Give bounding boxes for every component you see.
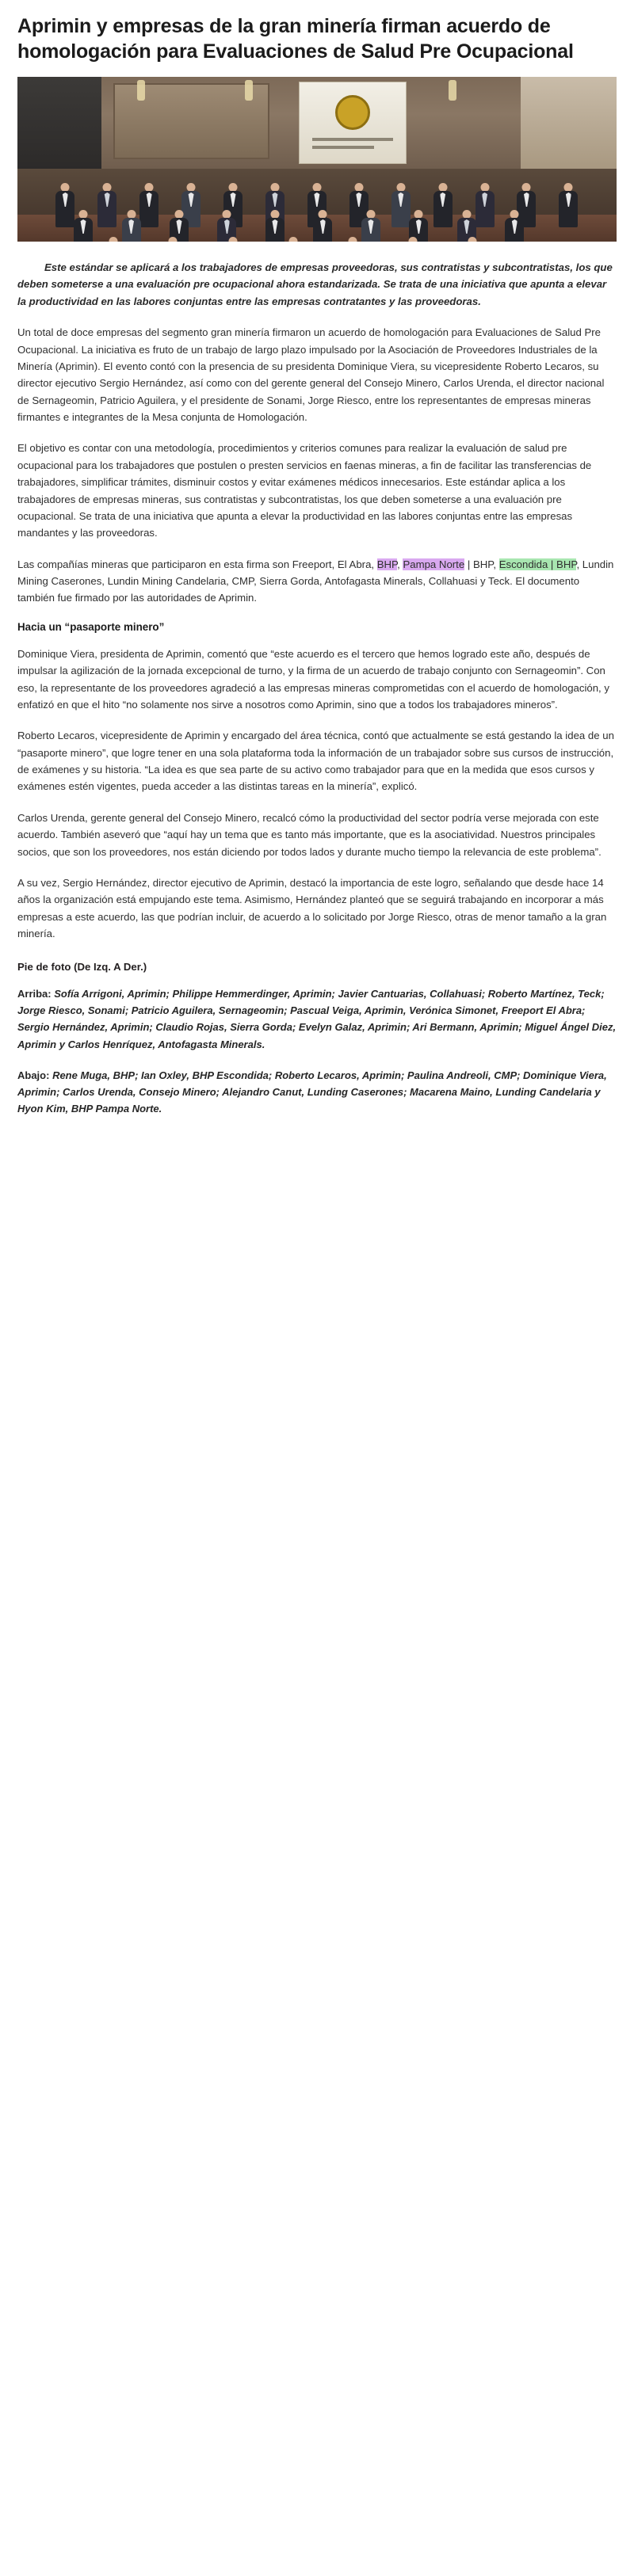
article-paragraph: El objetivo es contar con una metodología, procedimientos y criterios comunes para realizar la evaluación de salud pre ocupacional para los trabajadores que postulen o presten servicios en faenas mineras, a fin de facilitar las transferencias de trabajadores, simplificar trámites, disminuir costos y evitar exámenes médicos innecesarios. Este estándar aplica a los trabajadores de empresas mineras, sus contratistas y subcontratistas, los que deben someterse a una evaluación pre ocupacional. Se trata de una iniciativa que apunta a elevar la productividad en las labores conjuntas entre las empresas mandantes y las proveedoras. <box>17 442 592 539</box>
companies-text-before: Las compañías mineras que participaron en esta firma son Freeport, El Abra, <box>17 558 377 570</box>
credits-label-top: Arriba: <box>17 988 52 1000</box>
article-paragraph: Un total de doce empresas del segmento gran minería firmaron un acuerdo de homologación para Evaluaciones de Salud Pre Ocupacional. La iniciativa es fruto de un trabajo de largo plazo impulsado por la Asociación de Proveedores Industriales de la Minería (Aprimin). El evento contó con la presencia de su presidenta Dominique Viera, su vicepresidente Roberto Lecaros, su director ejecutivo Sergio Hernández, así como con del gerente general del Consejo Minero, Carlos Urenda, el director nacional de Sernageomin, Patricio Aguilera, y el presidente de Sonami, Jorge Riesco, entre los representantes de empresas mineras firmantes e integrantes de la Mesa conjunta de Homologación. <box>17 326 605 423</box>
photo-banner-logo <box>335 95 370 130</box>
credits-names-bottom: Rene Muga, BHP; Ian Oxley, BHP Escondida; Roberto Lecaros, Aprimin; Paulina Andreoli, CMP; Dominique Viera, Aprimin; Carlos Urenda, Consejo Minero; Alejandro Canut, Lunding Caserones; Macarena Maino, Lunding Candelaria y Hyon Kim, BHP Pampa Norte. <box>17 1069 607 1115</box>
article-lead: Este estándar se aplicará a los trabajadores de empresas proveedoras, sus contratistas y subcontratistas, los que deben someterse a una evaluación pre ocupacional ahora estandarizada. Se trata de una iniciativa que apunta a elevar la productividad en las labores conjuntas entre las empresas contratantes y las proveedoras. <box>17 261 613 307</box>
page-title: Aprimin y empresas de la gran minería firman acuerdo de homologación para Evaluaciones de Salud Pre Ocupacional <box>17 15 574 63</box>
credits-names-top: Sofía Arrigoni, Aprimin; Philippe Hemmerdinger, Aprimin; Javier Cantuarias, Collahuasi; Roberto Martínez, Teck; Jorge Riesco, Sonami; Patricio Aguilera, Sernageomin; Pascual Veiga, Aprimin, Verónica Simonet, Freeport El Abra; Sergio Hernández, Aprimin; Claudio Rojas, Sierra Gorda; Evelyn Galaz, Aprimin; Ari Bermann, Aprimin; Miguel Ángel Diez, Aprimin y Carlos Henríquez, Antofagasta Minerals. <box>17 988 617 1050</box>
photo-ceiling-light <box>137 80 145 101</box>
highlight-escondida-bhp: Escondida | BHP <box>498 558 577 570</box>
photo-front-row <box>17 192 617 237</box>
article-image-container <box>17 77 617 242</box>
companies-text-after: , Lundin Mining Caserones, Lundin Mining Candelaria, CMP, Sierra Gorda, Antofagasta Minerals, Collahuasi y Teck. El documento también fue firmado por las autoridades de Aprimin. <box>17 558 614 604</box>
companies-text-mid2: | BHP, <box>464 558 499 570</box>
article-paragraph: Roberto Lecaros, vicepresidente de Aprimin y encargado del área técnica, contó que actualmente se está gestando la idea de un “pasaporte minero”, que logre tener en una sola plataforma toda la información de un trabajador sobre sus cursos de instrucción, de exámenes y su historia. “La idea es que sea parte de su activo como trabajador para que en la medida que esos cursos y exámenes estén vigentes, pueda acceder a las distintas tareas en la minería”, explicó. <box>17 730 614 793</box>
highlight-pampa-norte: Pampa Norte <box>403 558 465 570</box>
photo-caption-title: Pie de foto (De Izq. A Der.) <box>17 961 147 974</box>
article-paragraph: Dominique Viera, presidenta de Aprimin, comentó que “este acuerdo es el tercero que hemos logrado este año, después de impulsar la agilización de la jornada excepcional de turno, y la firma de un acuerdo de trabajo conjunto con Sernageomin”. Con eso, la representante de los proveedores agradeció a las empresas mineras comprometidas con el acuerdo de homologación, y enfatizó en que el hito “no solamente nos sirve a nosotros como Aprimin, sino que a todos los trabajadores mineros”. <box>17 647 609 711</box>
photo-credits-bottom-row <box>17 1067 617 1117</box>
article-paragraph: Carlos Urenda, gerente general del Consejo Minero, recalcó cómo la productividad del sector podría verse mejorada con este acuerdo. También aseveró que “aquí hay un tema que es tanto más importante, que es la asociatividad. Nuestros principales socios, que son los proveedores, nos están diciendo por todos lados y durante mucho tiempo la relevancia de este problema”. <box>17 811 602 858</box>
article-paragraph: A su vez, Sergio Hernández, director ejecutivo de Aprimin, destacó la importancia de este logro, señalando que desde hace 14 años la organización está empujando este tema. Asimismo, Hernández planteó que se seguirá trabajando en incorporar a más empresas a este acuerdo, las que podrían incluir, de acuerdo a lo solicitado por Jorge Riesco, otras de menor tamaño a la gran minería. <box>17 876 607 939</box>
photo-ceiling-light <box>245 80 253 101</box>
article-page <box>0 0 634 1152</box>
credits-label-bottom: Abajo: <box>17 1069 50 1081</box>
group-photo-signing-ceremony <box>17 77 617 242</box>
photo-credits-top-row <box>17 985 617 1052</box>
section-subheading: Hacia un “pasaporte minero” <box>17 620 165 633</box>
highlight-bhp: BHP <box>376 558 398 570</box>
companies-text-mid1: , <box>397 558 403 570</box>
photo-ceiling-light <box>449 80 456 101</box>
article-paragraph-companies <box>17 556 617 607</box>
